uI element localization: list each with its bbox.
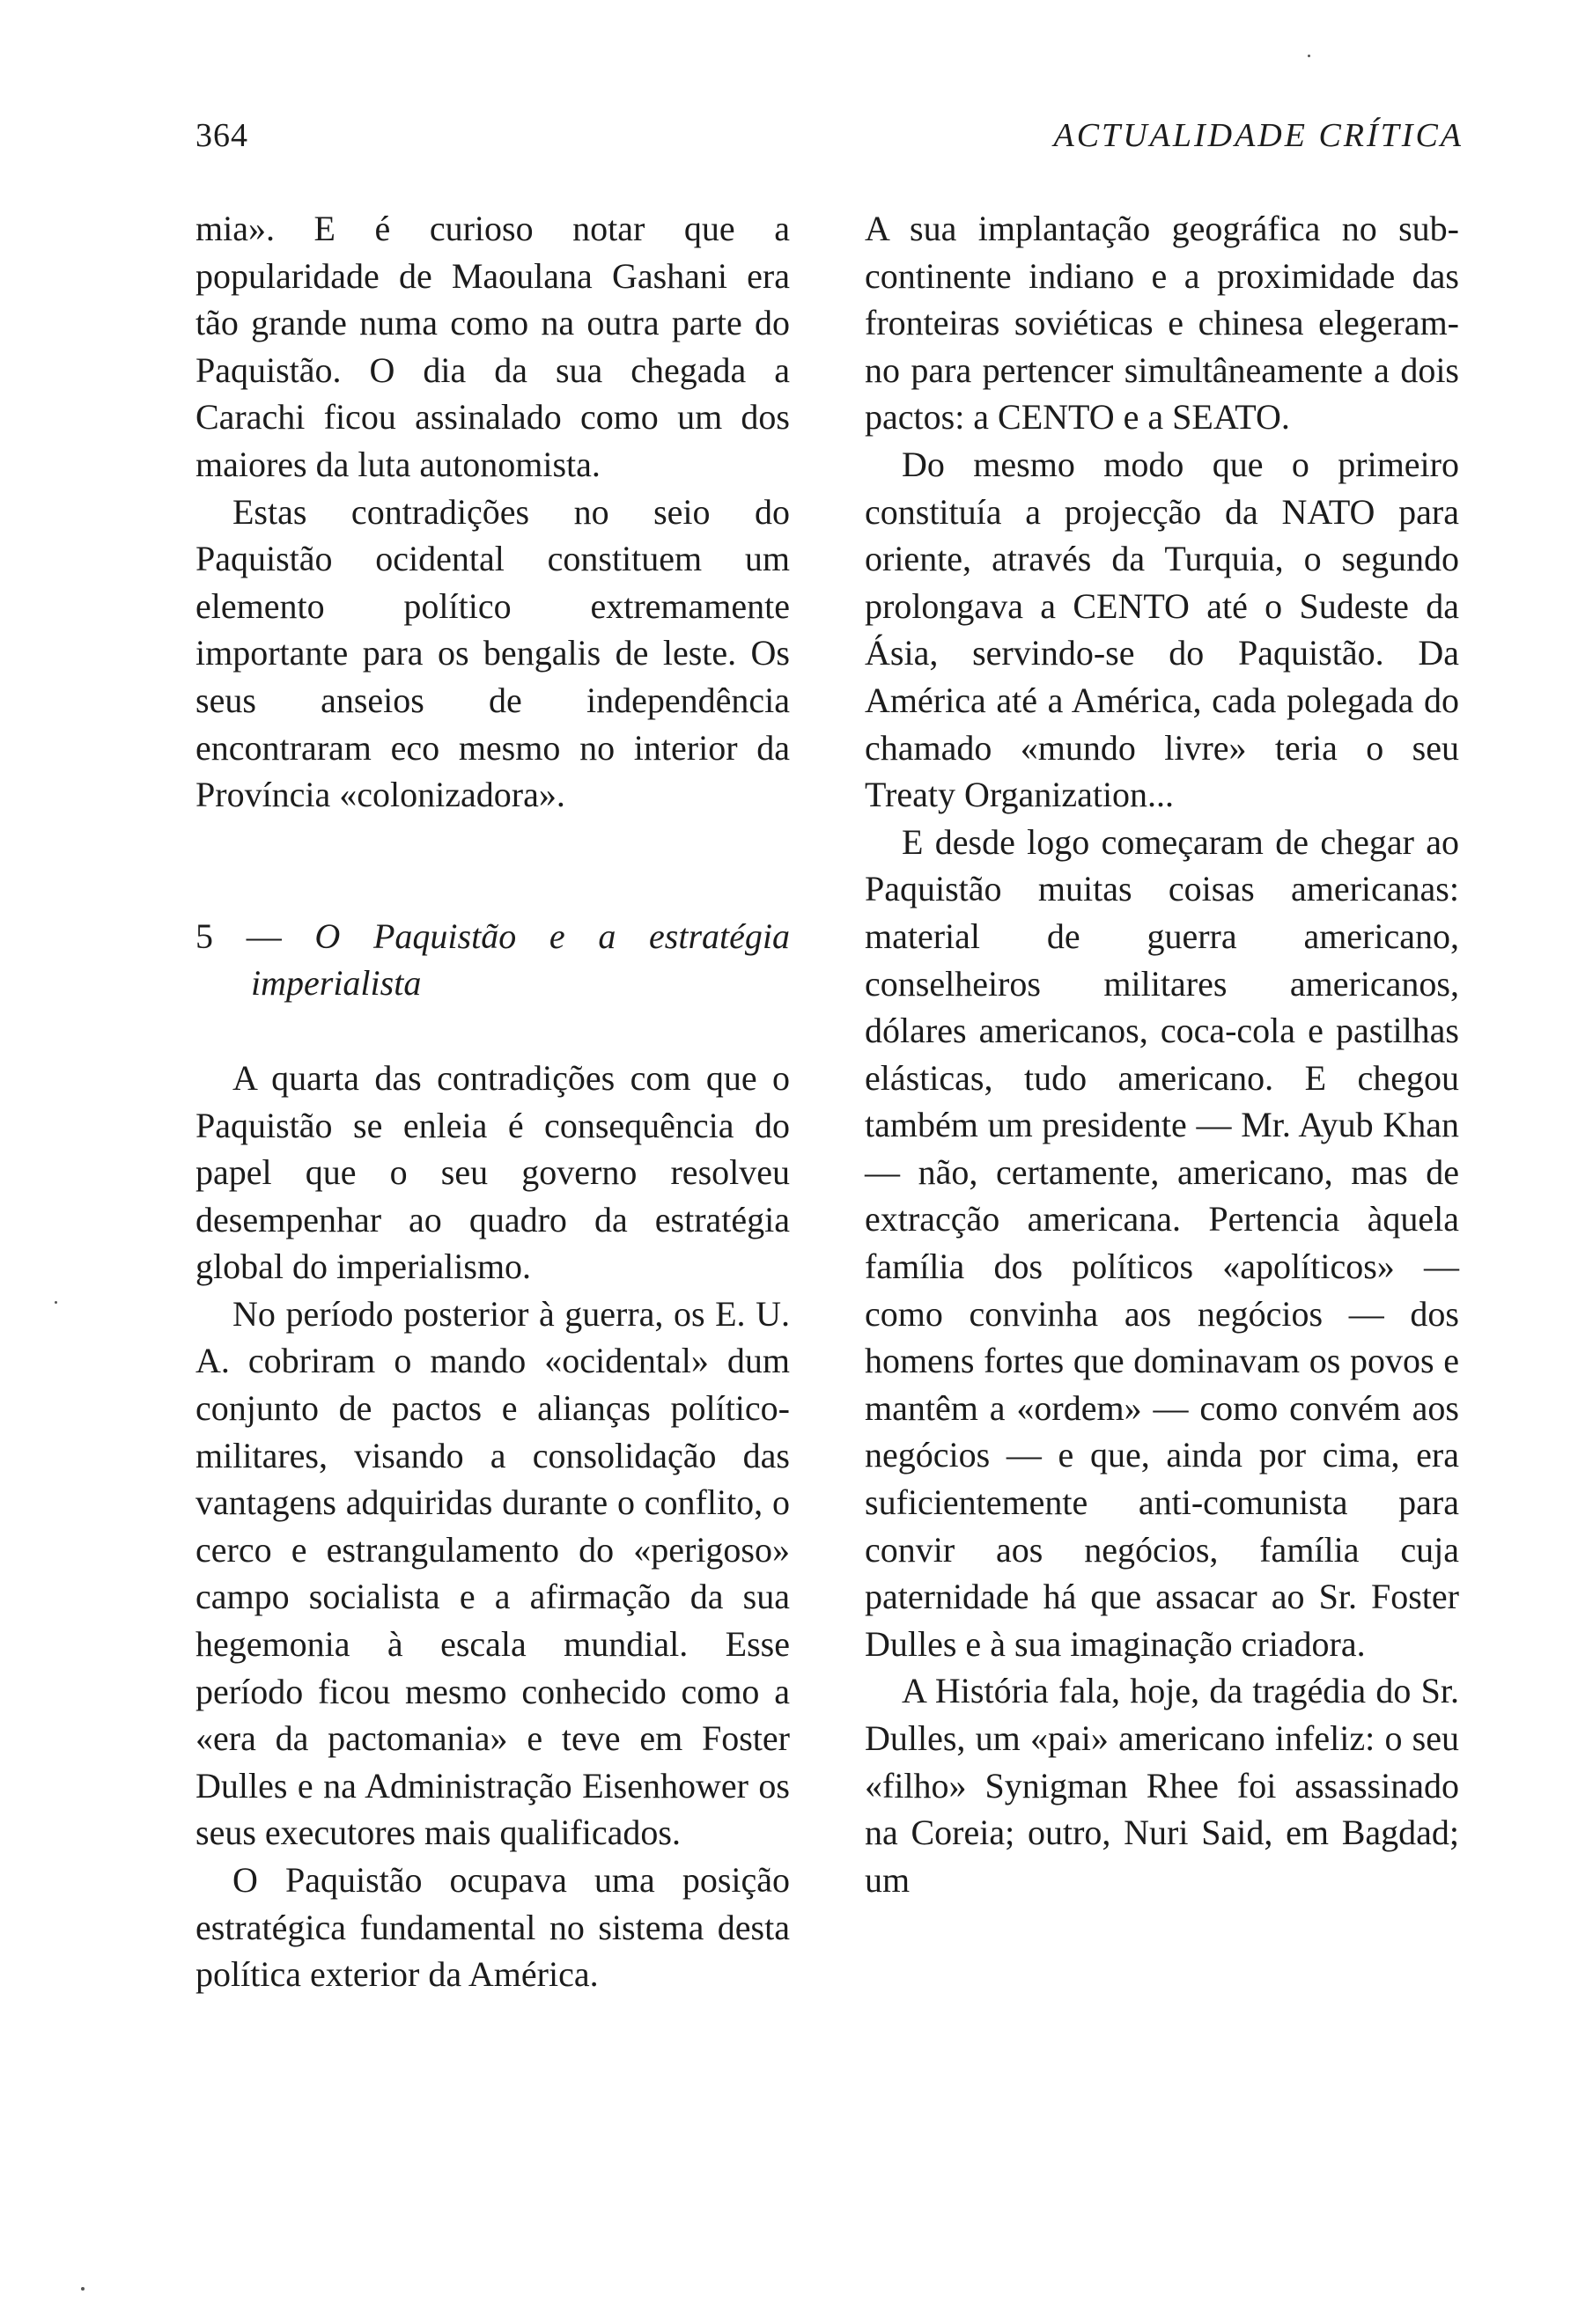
paragraph: A quarta das contradições com que o Paquistão se enleia é consequência do papel que o seu governo resolveu desempenhar ao quadro da estratégia global do imperialismo. xyxy=(195,1057,790,1287)
page-header xyxy=(195,116,1464,169)
paragraph: A sua implantação geográfica no sub-continente indiano e a proximidade das fronteiras soviéticas e chinesa elegeram-no para pertencer simultâneamente a dois pactos: a CENTO e a SEATO. xyxy=(865,209,1459,438)
right-column xyxy=(865,205,1459,1903)
running-title: ACTUALIDADE CRÍTICA xyxy=(1053,117,1464,154)
page-number: 364 xyxy=(195,117,248,154)
paragraph: E desde logo começaram de chegar ao Paquistão muitas coisas americanas: material de guerra americano, conselheiros militares americanos, dólares americanos, coca-cola e pastilhas elásticas, tudo americano. E chegou também um presidente — Mr. Ayub Khan — não, certamente, americano, mas de extracção americana. Pertencia àquela família dos políticos «apolíticos» — como convinha aos negócios — dos homens fortes que dominavam os povos e mantêm a «ordem» — como convém aos negócios — e que, ainda por cima, era suficientemente anti-comunista para convir aos negócios, família cuja paternidade há que assacar ao Sr. Foster Dulles e à sua imaginação criadora. xyxy=(865,821,1459,1664)
section-gap xyxy=(195,819,790,913)
left-column xyxy=(195,205,790,1998)
paragraph: No período posterior à guerra, os E. U. A. cobriram o mando «ocidental» dum conjunto de pactos e alianças político-militares, visando a consolidação das vantagens adquiridas durante o conflito, o cerco e estrangulamento do «perigoso» campo socialista e a afirmação da sua hegemonia à escala mundial. Esse período ficou mesmo conhecido como a «era da pactomania» e teve em Foster Dulles e na Administração Eisenhower os seus executores mais qualificados. xyxy=(195,1293,790,1853)
scan-speck xyxy=(1308,55,1310,57)
paragraph: mia». E é curioso notar que a popularidade de Maoulana Gashani era tão grande numa como na outra parte do Paquistão. O dia da sua chegada a Carachi ficou assinalado como um dos maiores da luta autonomista. xyxy=(195,209,790,484)
section-number: 5 — xyxy=(195,916,315,956)
section-heading xyxy=(195,913,790,1007)
paragraph: O Paquistão ocupava uma posição estratégica fundamental no sistema desta política exterior da América. xyxy=(195,1860,790,1995)
paragraph: Estas contradições no seio do Paquistão ocidental constituem um elemento político extremamente importante para os bengalis de leste. Os seus anseios de independência encontraram eco mesmo no interior da Província «colonizadora». xyxy=(195,491,790,815)
paragraph: A História fala, hoje, da tragédia do Sr. Dulles, um «pai» americano infeliz: o seu «filho» Synigman Rhee foi assassinado na Coreia; outro, Nuri Said, em Bagdad; um xyxy=(865,1671,1459,1900)
scan-speck xyxy=(55,1301,57,1304)
scan-speck xyxy=(81,2287,85,2291)
section-gap xyxy=(195,1007,790,1055)
section-title: O Paquistão e a estratégia imperialista xyxy=(251,916,790,1004)
paragraph: Do mesmo modo que o primeiro constituía a projecção da NATO para oriente, através da Turquia, o segundo prolongava a CENTO até o Sudeste da Ásia, servindo-se do Paquistão. Da América até a América, cada polegada do chamado «mundo livre» teria o seu Treaty Organization... xyxy=(865,444,1459,815)
